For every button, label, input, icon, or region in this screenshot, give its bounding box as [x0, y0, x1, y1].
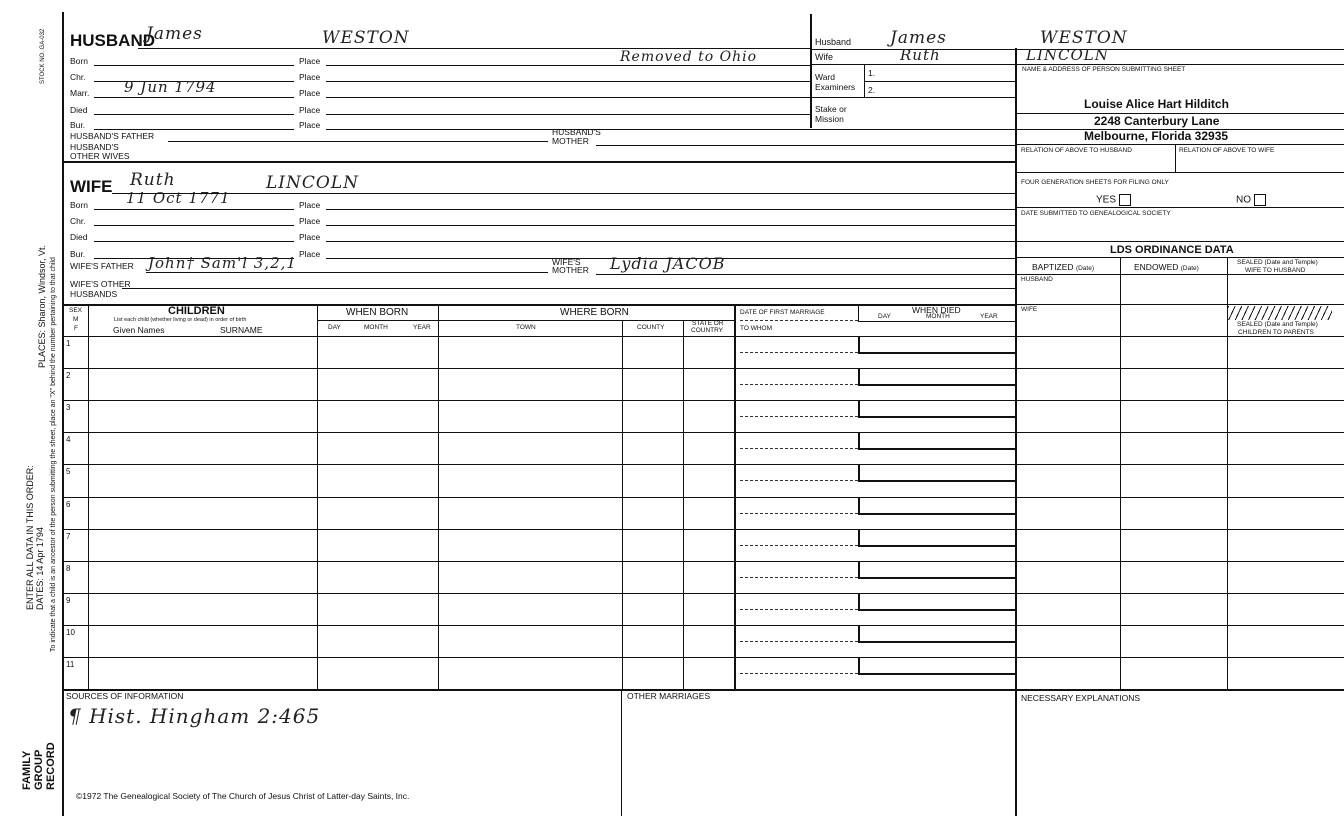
child-when-died-field[interactable] [858, 368, 1016, 386]
relation-husband-label: RELATION OF ABOVE TO HUSBAND [1021, 147, 1132, 154]
child-row-number: 7 [66, 532, 71, 541]
husband-chr-label: Chr. [70, 72, 86, 82]
wife-heading: WIFE [70, 177, 113, 196]
state-header-2: COUNTRY [691, 327, 724, 334]
child-when-died-field[interactable] [858, 625, 1016, 643]
four-gen-yes[interactable] [1096, 194, 1131, 206]
state-header-1: STATE OR [692, 320, 724, 327]
sealed-wife-2: WIFE TO HUSBAND [1245, 267, 1306, 274]
wife-mother-line[interactable] [596, 274, 1015, 275]
died-month-header: MONTH [926, 313, 950, 320]
child-row-line [62, 593, 1344, 594]
child-row-line [62, 561, 1344, 562]
child-when-died-field[interactable] [858, 593, 1016, 611]
child-row-number: 9 [66, 596, 71, 605]
husband-marr-label: Marr. [70, 88, 90, 98]
other-marriages-label: OTHER MARRIAGES [627, 691, 711, 701]
summary-husband-surname: WESTON [1040, 28, 1128, 48]
lds-endowed-header [1134, 263, 1199, 273]
husband-chr-place-label: Place [299, 72, 321, 82]
child-row-line [62, 497, 1344, 498]
relation-wife-label: RELATION OF ABOVE TO WIFE [1179, 147, 1275, 154]
when-died-header: WHEN DIED [912, 305, 961, 315]
summary-wife-surname: LINCOLN [1026, 46, 1109, 64]
sealed-children-2: CHILDREN TO PARENTS [1238, 329, 1314, 336]
wife-father: John† Sam'l 3,2,1 [148, 254, 297, 272]
child-when-died-field[interactable] [858, 529, 1016, 547]
submitter-name: Louise Alice Hart Hilditch [1084, 97, 1229, 111]
yes-checkbox[interactable] [1119, 194, 1131, 206]
husband-other-wives-1: HUSBAND'S [70, 142, 119, 152]
wife-born-label: Born [70, 200, 88, 210]
wife-died-place-line[interactable] [326, 241, 1015, 242]
relation-divider [1175, 144, 1176, 172]
lds-wife-label: WIFE [1021, 306, 1038, 313]
enter-all-data: ENTER ALL DATA IN THIS ORDER: [25, 465, 35, 610]
child-row-line [62, 368, 1344, 369]
husband-surname: WESTON [322, 28, 410, 48]
lds-husband-line [1015, 304, 1344, 305]
husband-mother-label-1: HUSBAND'S [552, 127, 601, 137]
given-names-header: Given Names [113, 325, 165, 335]
wife-father-line[interactable] [146, 272, 548, 273]
dates-order: DATES: 14 Apr 1794 [35, 527, 45, 610]
wife-other-husbands-line[interactable] [122, 288, 1015, 289]
examiners-label: Examiners [815, 82, 856, 92]
state-divider [683, 320, 684, 689]
husband-heading: HUSBAND [70, 31, 155, 50]
wife-given-name: Ruth [130, 170, 176, 190]
marriage-date: 9 Jun 1794 [124, 78, 217, 96]
born-day-header: DAY [328, 324, 341, 331]
husband-bur-date-line[interactable] [94, 129, 294, 130]
examiners-end-line [810, 97, 1015, 98]
child-row-line [62, 625, 1344, 626]
mission-label: Mission [815, 114, 844, 124]
summary-divider [810, 14, 812, 128]
baptized-date-label: (Date) [1075, 265, 1094, 272]
child-marriage-dash[interactable] [740, 577, 858, 578]
husband-born-place-line[interactable] [326, 65, 810, 66]
wife-other-husbands-2: HUSBANDS [70, 289, 118, 299]
first-marriage-header: DATE OF FIRST MARRIAGE [740, 309, 825, 316]
no-label: NO [1236, 194, 1251, 206]
summary-husband-label: Husband [815, 37, 852, 47]
children-list-note: List each child (whether living or dead) in order of birth [114, 317, 247, 323]
husband-bur-place-line[interactable] [326, 129, 1015, 130]
examiner-1-line[interactable] [864, 81, 1015, 82]
yes-label: YES [1096, 194, 1117, 206]
relation-end-line [1015, 172, 1344, 173]
submitter-street: 2248 Canterbury Lane [1094, 114, 1220, 128]
husband-mother-label-2: MOTHER [552, 136, 589, 146]
child-row-number: 10 [66, 628, 75, 637]
county-divider [622, 320, 623, 689]
husband-died-place-line[interactable] [326, 114, 810, 115]
date-submitted-label: DATE SUBMITTED TO GENEALOGICAL SOCIETY [1021, 210, 1171, 217]
sealed-wife-1: SEALED (Date and Temple) [1237, 259, 1318, 266]
copyright: ©1972 The Genealogical Society of The Church of Jesus Christ of Latter-day Saints, Inc. [76, 791, 410, 801]
child-marriage-dash[interactable] [740, 416, 858, 417]
husband-mother-line[interactable] [596, 145, 1015, 146]
four-gen-no[interactable] [1236, 194, 1266, 206]
wife-father-label: WIFE'S FATHER [70, 261, 134, 271]
child-when-died-field[interactable] [858, 464, 1016, 482]
child-row-line [62, 464, 1344, 465]
child-marriage-dash[interactable] [740, 545, 858, 546]
born-year-header: YEAR [413, 324, 431, 331]
husband-father-line[interactable] [168, 141, 548, 142]
other-marriages-divider [621, 689, 622, 816]
first-marriage-dash [740, 320, 858, 321]
wife-chr-place-label: Place [299, 216, 321, 226]
born-month-header: MONTH [364, 324, 388, 331]
husband-section-end [62, 161, 1015, 163]
husband-given-name: James [146, 24, 203, 44]
stock-number: STOCK NO. GA-032 [40, 28, 46, 84]
endowed-label: ENDOWED [1134, 262, 1179, 272]
husband-marr-place-line[interactable] [326, 97, 810, 98]
wife-born-place-line[interactable] [326, 209, 1015, 210]
husband-father-label: HUSBAND'S FATHER [70, 131, 155, 141]
child-row-number: 4 [66, 435, 71, 444]
summary-husband-given: James [890, 28, 947, 48]
sealed-children-1: SEALED (Date and Temple) [1237, 321, 1318, 328]
child-row-line [62, 657, 1344, 658]
examiner-2: 2. [868, 85, 876, 95]
child-marriage-dash[interactable] [740, 641, 858, 642]
when-born-header: WHEN BORN [346, 307, 409, 318]
where-born-sub-line [438, 320, 734, 321]
summary-wife-given: Ruth [900, 46, 941, 64]
wife-surname: LINCOLN [266, 173, 359, 193]
wife-name-line [112, 193, 1015, 194]
husband-born-label: Born [70, 56, 88, 66]
died-year-header: YEAR [980, 313, 998, 320]
no-checkbox[interactable] [1254, 194, 1266, 206]
husband-chr-place-line[interactable] [326, 81, 810, 82]
child-row-number: 2 [66, 371, 71, 380]
wife-other-husbands-1: WIFE'S OTHER [70, 279, 131, 289]
child-row-number: 3 [66, 403, 71, 412]
stake-label: Stake or [815, 104, 847, 114]
husband-bur-label: Bur. [70, 120, 86, 130]
four-gen-label: FOUR GENERATION SHEETS FOR FILING ONLY [1021, 179, 1169, 186]
sources-label: SOURCES OF INFORMATION [66, 691, 184, 701]
child-row-number: 8 [66, 564, 71, 573]
wife-born-date: 11 Oct 1771 [126, 189, 231, 207]
child-marriage-dash[interactable] [740, 513, 858, 514]
child-marriage-dash[interactable] [740, 448, 858, 449]
lds-header-line [1015, 274, 1344, 275]
died-day-header: DAY [878, 313, 891, 320]
child-when-died-field[interactable] [858, 657, 1016, 675]
wife-born-date-line[interactable] [94, 209, 294, 210]
wife-died-date-line[interactable] [94, 241, 294, 242]
county-header: COUNTY [637, 324, 665, 331]
husband-born-place-label: Place [299, 56, 321, 66]
submitter-line-3 [1015, 144, 1344, 145]
husband-died-date-line[interactable] [94, 114, 294, 115]
wife-chr-place-line[interactable] [326, 225, 1015, 226]
wife-died-label: Died [70, 232, 88, 242]
sex-m: M [73, 316, 79, 323]
when-died-divider [858, 305, 859, 321]
ancestor-instruction: To indicate that a child is an ancestor of the person submitting the sheet, place an "X" behind the number pertaining to that child [50, 257, 57, 652]
four-gen-end-line [1015, 207, 1344, 208]
child-marriage-dash[interactable] [740, 384, 858, 385]
wife-chr-label: Chr. [70, 216, 86, 226]
child-marriage-dash[interactable] [740, 673, 858, 674]
lds-husband-label: HUSBAND [1021, 276, 1053, 283]
child-marriage-dash[interactable] [740, 609, 858, 610]
husband-died-place-label: Place [299, 105, 321, 115]
surname-header: SURNAME [220, 325, 263, 335]
sex-header: SEX [69, 307, 83, 314]
summary-wife-line [810, 64, 1344, 65]
husband-born-date-line[interactable] [94, 65, 294, 66]
lds-title-line [1015, 257, 1344, 258]
examiner-1: 1. [868, 68, 876, 78]
child-row-number: 5 [66, 467, 71, 476]
wife-mother: Lydia JACOB [610, 254, 726, 273]
necessary-explanations-label: NECESSARY EXPLANATIONS [1021, 693, 1141, 703]
husband-other-wives-2: OTHER WIVES [70, 151, 130, 161]
child-marriage-dash[interactable] [740, 352, 858, 353]
submitter-label: NAME & ADDRESS OF PERSON SUBMITTING SHEET [1022, 66, 1186, 73]
husband-died-label: Died [70, 105, 88, 115]
husband-marr-date-line[interactable] [94, 97, 294, 98]
wife-bur-place-label: Place [299, 249, 321, 259]
lds-wife-line [1015, 336, 1344, 337]
child-row-number: 6 [66, 500, 71, 509]
places-order: PLACES: Sharon, Windsor, Vt. [37, 244, 47, 368]
children-header: CHILDREN [168, 305, 225, 317]
child-row-line [62, 432, 1344, 433]
sealed-hatched-cell [1228, 306, 1332, 320]
child-row-number: 11 [66, 660, 75, 669]
sources-text: ¶ Hist. Hingham 2:465 [68, 704, 321, 728]
child-when-died-field[interactable] [858, 400, 1016, 418]
endowed-date-label: (Date) [1180, 265, 1199, 272]
summary-wife-label: Wife [815, 52, 833, 62]
ward-label: Ward [815, 72, 835, 82]
wife-mother-label-1: WIFE'S [552, 257, 581, 267]
husband-born-place: Removed to Ohio [620, 49, 758, 65]
husband-marr-place-label: Place [299, 88, 321, 98]
wife-died-place-label: Place [299, 232, 321, 242]
submitter-city: Melbourne, Florida 32935 [1084, 129, 1229, 143]
when-born-sub-line [317, 320, 438, 321]
child-row-number: 1 [66, 339, 71, 348]
town-header: TOWN [516, 324, 536, 331]
wife-chr-date-line[interactable] [94, 225, 294, 226]
wife-born-place-label: Place [299, 200, 321, 210]
child-when-died-field[interactable] [858, 432, 1016, 450]
to-whom-header: TO WHOM [740, 325, 773, 332]
lds-baptized-header [1032, 263, 1094, 273]
sex-f: F [74, 325, 78, 332]
husband-bur-place-label: Place [299, 120, 321, 130]
wife-bur-label: Bur. [70, 249, 86, 259]
child-when-died-field[interactable] [858, 561, 1016, 579]
child-when-died-field[interactable] [858, 497, 1016, 515]
child-row-line [62, 400, 1344, 401]
baptized-label: BAPTIZED [1032, 262, 1074, 272]
form-left-border [62, 12, 64, 816]
where-born-header: WHERE BORN [560, 307, 629, 318]
lds-title: LDS ORDINANCE DATA [1110, 244, 1234, 256]
wife-mother-label-2: MOTHER [552, 265, 589, 275]
when-died-sub-line [858, 321, 1015, 322]
child-row-line [62, 529, 1344, 530]
child-marriage-dash[interactable] [740, 480, 858, 481]
child-when-died-field[interactable] [858, 336, 1016, 354]
date-submitted-end-line [1015, 241, 1344, 242]
